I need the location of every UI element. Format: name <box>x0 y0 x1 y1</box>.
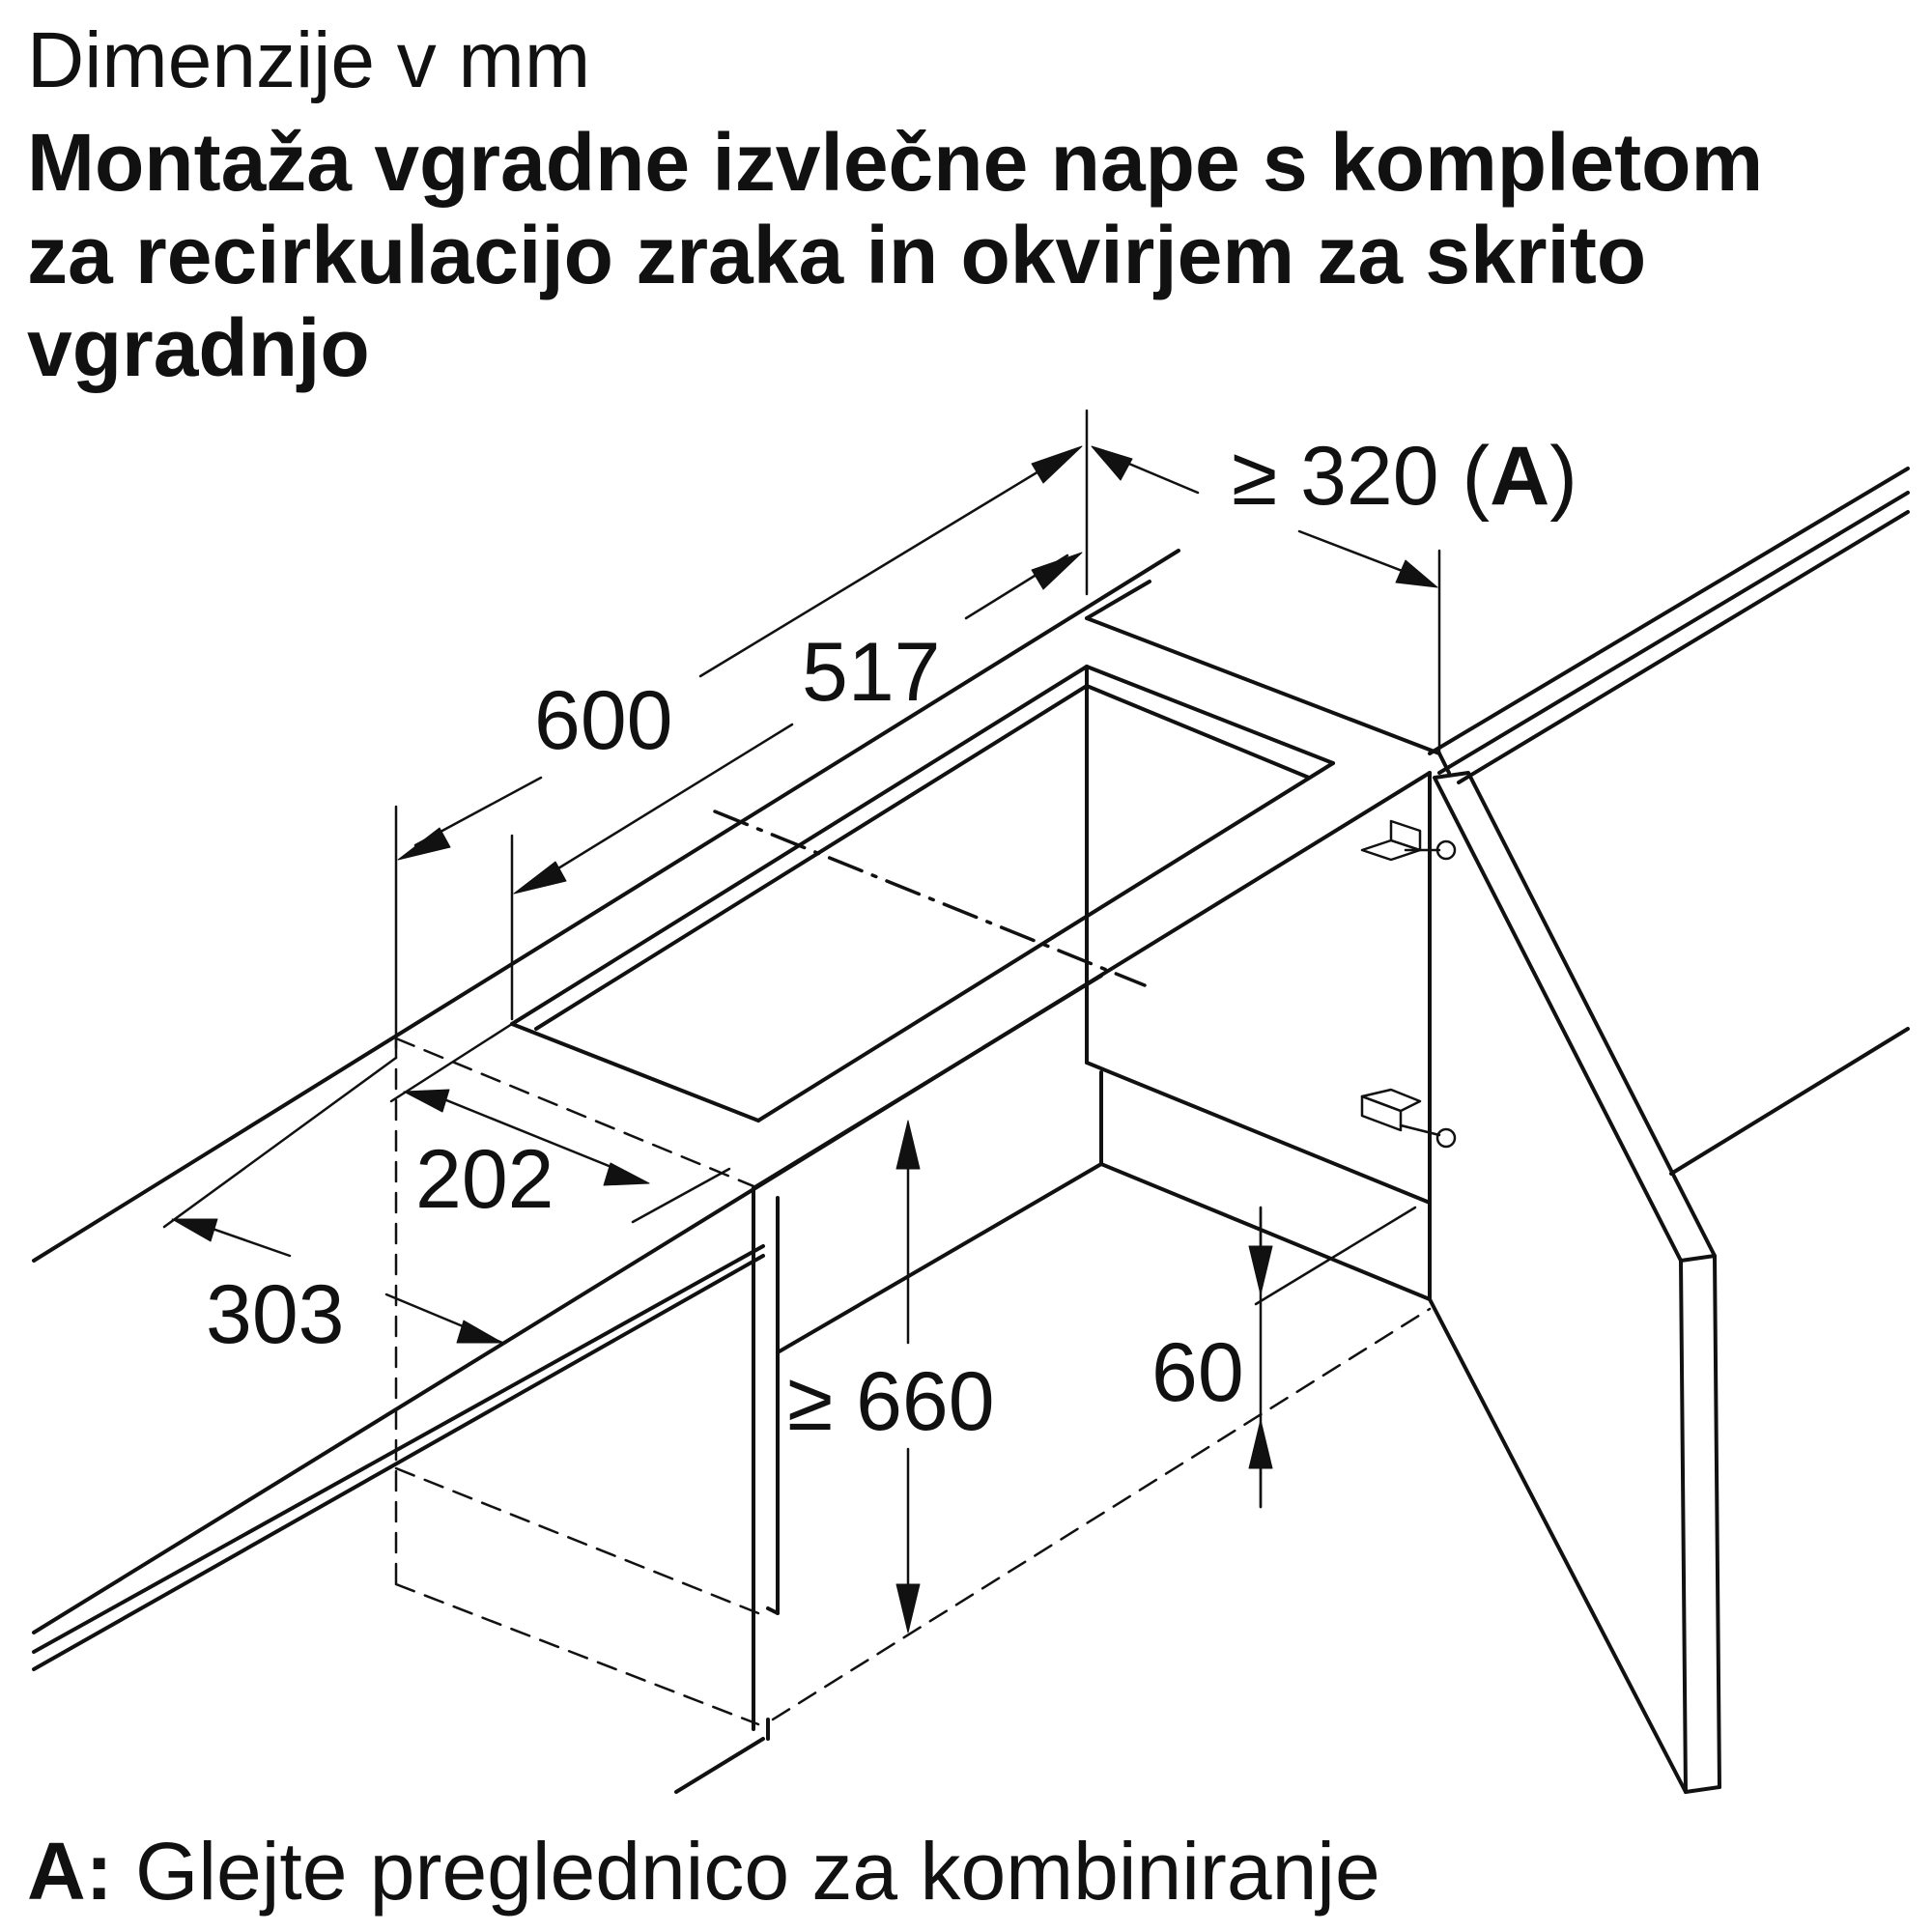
dim-label-660: ≥ 660 <box>787 1355 995 1448</box>
dim-320-ref: A <box>1490 430 1550 523</box>
dim-320-value: ≥ 320 ( <box>1232 430 1491 523</box>
footnote-text: Glejte preglednico za kombiniranje <box>112 1826 1380 1917</box>
cabinet-door <box>1435 773 1719 1792</box>
footnote-label: A: <box>27 1826 113 1917</box>
diagram-title: Montaža vgradne izvlečne nape s kompletom za recirkulacijo zraka in okvirjem za skrito vgradnjo <box>27 117 1764 393</box>
dim-320-close: ) <box>1549 430 1577 523</box>
worktop <box>34 469 1908 1669</box>
dim-label-517: 517 <box>802 626 941 719</box>
door-hinges <box>1362 821 1455 1147</box>
diagram-subtitle: Dimenzije v mm <box>27 16 591 104</box>
dim-label-600: 600 <box>534 674 673 767</box>
center-axis <box>715 811 1145 985</box>
dimension-arrows <box>172 446 1437 1633</box>
dim-label-60: 60 <box>1151 1326 1244 1419</box>
dim-label-202: 202 <box>415 1133 554 1226</box>
dim-label-320 <box>1232 430 1577 523</box>
footnote <box>27 1826 1380 1917</box>
dim-label-303: 303 <box>206 1268 345 1361</box>
